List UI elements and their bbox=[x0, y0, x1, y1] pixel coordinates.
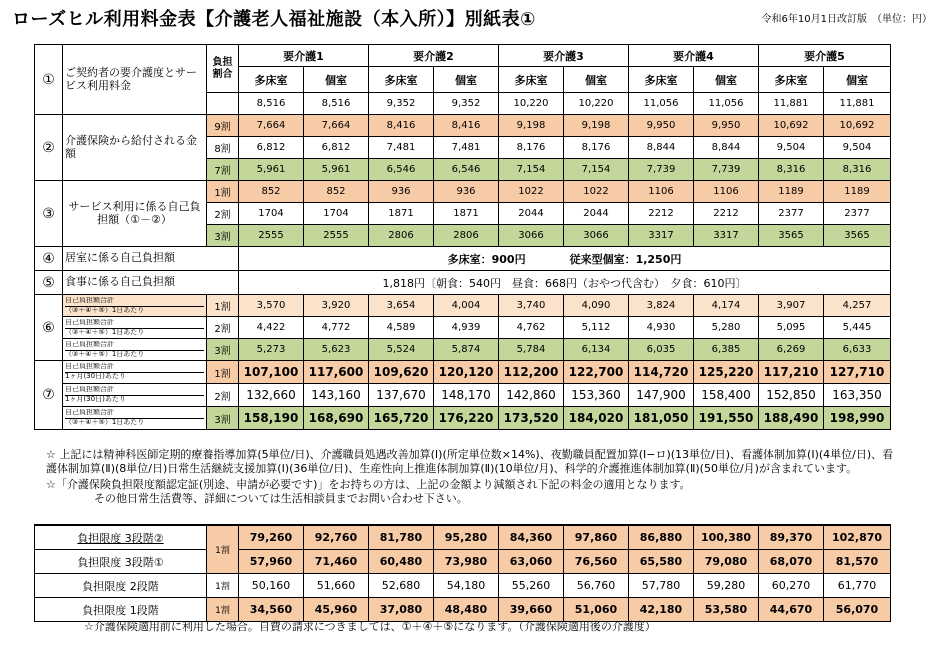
value-cell: 3,654 bbox=[369, 295, 434, 317]
value-cell: 60,270 bbox=[759, 574, 824, 598]
value-cell: 10,692 bbox=[759, 115, 824, 137]
value-cell: 109,620 bbox=[369, 361, 434, 384]
value-cell: 6,035 bbox=[629, 339, 694, 361]
ratio-cell: 2割 bbox=[207, 203, 239, 225]
footer-note: ☆介護保険適用前に利用した場合。自費の請求につきましては、①＋④＋⑤になります。（介護保険適用後の介護度） bbox=[84, 620, 656, 633]
value-cell: 2212 bbox=[694, 203, 759, 225]
value-cell: 5,524 bbox=[369, 339, 434, 361]
value-cell: 176,220 bbox=[434, 407, 499, 430]
section-label: ご契約者の要介護度とサービス利用料金 bbox=[63, 45, 207, 115]
value-cell: 6,546 bbox=[369, 159, 434, 181]
value-cell: 852 bbox=[304, 181, 369, 203]
value-cell: 2806 bbox=[434, 225, 499, 247]
value-cell: 198,990 bbox=[824, 407, 891, 430]
value-cell: 125,220 bbox=[694, 361, 759, 384]
ratio-cell: 2割 bbox=[207, 384, 239, 407]
value-cell: 9,352 bbox=[434, 93, 499, 115]
ratio-cell: 3割 bbox=[207, 225, 239, 247]
value-cell: 6,385 bbox=[694, 339, 759, 361]
value-cell: 7,154 bbox=[564, 159, 629, 181]
value-cell: 148,170 bbox=[434, 384, 499, 407]
section-number: ⑦ bbox=[35, 361, 63, 430]
limit-row bbox=[35, 525, 891, 550]
value-cell: 57,960 bbox=[239, 550, 304, 574]
value-cell: 3,907 bbox=[759, 295, 824, 317]
value-cell: 57,780 bbox=[629, 574, 694, 598]
value-cell: 7,481 bbox=[434, 137, 499, 159]
value-cell: 5,784 bbox=[499, 339, 564, 361]
value-cell: 97,860 bbox=[564, 525, 629, 550]
value-cell: 852 bbox=[239, 181, 304, 203]
room-type-header: 個室 bbox=[304, 67, 369, 93]
value-cell: 48,480 bbox=[434, 598, 499, 622]
daily-total-row-1 bbox=[35, 295, 891, 317]
value-cell: 2555 bbox=[239, 225, 304, 247]
value-cell: 2377 bbox=[759, 203, 824, 225]
value-cell: 7,481 bbox=[369, 137, 434, 159]
room-cost-row bbox=[35, 247, 891, 271]
limit-label: 負担限度 3段階② bbox=[35, 525, 207, 550]
value-cell: 3,570 bbox=[239, 295, 304, 317]
value-cell: 6,812 bbox=[304, 137, 369, 159]
value-cell: 152,850 bbox=[759, 384, 824, 407]
value-cell: 1022 bbox=[499, 181, 564, 203]
value-cell: 11,881 bbox=[824, 93, 891, 115]
value-cell: 1871 bbox=[434, 203, 499, 225]
monthly-total-row-2 bbox=[35, 384, 891, 407]
value-cell: 68,070 bbox=[759, 550, 824, 574]
notes-section bbox=[46, 448, 896, 506]
room-cost-value: 多床室：900円 従来型個室：1,250円 bbox=[239, 247, 891, 271]
value-cell: 147,900 bbox=[629, 384, 694, 407]
section-number: ① bbox=[35, 45, 63, 115]
value-cell: 51,060 bbox=[564, 598, 629, 622]
room-type-header: 多床室 bbox=[369, 67, 434, 93]
value-cell: 3,920 bbox=[304, 295, 369, 317]
value-cell: 3565 bbox=[759, 225, 824, 247]
value-cell: 95,280 bbox=[434, 525, 499, 550]
room-type-header: 個室 bbox=[824, 67, 891, 93]
value-cell: 4,257 bbox=[824, 295, 891, 317]
section-number: ⑤ bbox=[35, 271, 63, 295]
value-cell: 6,134 bbox=[564, 339, 629, 361]
section-label: 介護保険から給付される金額 bbox=[63, 115, 207, 181]
daily-total-label: 自己負担額合計 （③＋④＋⑤）1日あたり bbox=[63, 317, 207, 339]
value-cell: 6,269 bbox=[759, 339, 824, 361]
note-contact: その他日常生活費等、詳細については生活相談員までお問い合わせ下さい。 bbox=[94, 492, 468, 505]
value-cell: 60,480 bbox=[369, 550, 434, 574]
value-cell: 143,160 bbox=[304, 384, 369, 407]
value-cell: 9,198 bbox=[499, 115, 564, 137]
insurance-row-9 bbox=[35, 115, 891, 137]
value-cell: 8,316 bbox=[824, 159, 891, 181]
level-header: 要介護3 bbox=[499, 45, 629, 67]
value-cell: 55,260 bbox=[499, 574, 564, 598]
limit-row bbox=[35, 574, 891, 598]
section-number: ⑥ bbox=[35, 295, 63, 361]
value-cell: 120,120 bbox=[434, 361, 499, 384]
value-cell: 86,880 bbox=[629, 525, 694, 550]
level-header: 要介護2 bbox=[369, 45, 499, 67]
value-cell: 188,490 bbox=[759, 407, 824, 430]
value-cell: 5,961 bbox=[239, 159, 304, 181]
limit-label: 負担限度 3段階① bbox=[35, 550, 207, 574]
limit-label: 負担限度 2段階 bbox=[35, 574, 207, 598]
monthly-total-label: 自己負担額合計 1ヶ月(30日)あたり bbox=[63, 384, 207, 407]
value-cell: 6,633 bbox=[824, 339, 891, 361]
value-cell: 56,760 bbox=[564, 574, 629, 598]
value-cell: 1106 bbox=[629, 181, 694, 203]
value-cell: 114,720 bbox=[629, 361, 694, 384]
value-cell: 1704 bbox=[304, 203, 369, 225]
value-cell: 44,670 bbox=[759, 598, 824, 622]
ratio-cell: 1割 bbox=[207, 525, 239, 574]
value-cell: 184,020 bbox=[564, 407, 629, 430]
value-cell: 158,190 bbox=[239, 407, 304, 430]
meal-cost-row bbox=[35, 271, 891, 295]
value-cell: 54,180 bbox=[434, 574, 499, 598]
value-cell: 100,380 bbox=[694, 525, 759, 550]
value-cell: 2212 bbox=[629, 203, 694, 225]
value-cell: 2044 bbox=[564, 203, 629, 225]
fee-table bbox=[34, 44, 891, 430]
section-number: ③ bbox=[35, 181, 63, 247]
value-cell: 8,516 bbox=[304, 93, 369, 115]
value-cell: 8,316 bbox=[759, 159, 824, 181]
value-cell: 936 bbox=[369, 181, 434, 203]
value-cell: 1189 bbox=[824, 181, 891, 203]
value-cell: 168,690 bbox=[304, 407, 369, 430]
value-cell: 39,660 bbox=[499, 598, 564, 622]
value-cell: 63,060 bbox=[499, 550, 564, 574]
value-cell: 5,874 bbox=[434, 339, 499, 361]
value-cell: 11,056 bbox=[629, 93, 694, 115]
section-number: ② bbox=[35, 115, 63, 181]
revision-date: 令和6年10月1日改訂版 （単位：円） bbox=[761, 14, 932, 25]
level-header: 要介護1 bbox=[239, 45, 369, 67]
value-cell: 7,664 bbox=[304, 115, 369, 137]
note-limit-certificate: ☆「介護保険負担限度額認定証(別途、申請が必要です)」をお持ちの方は、上記の金額より減額され下記の料金の適用となります。 bbox=[46, 478, 691, 491]
ratio-cell: 1割 bbox=[207, 181, 239, 203]
burden-ratio-header: 負担割合 bbox=[207, 45, 239, 93]
value-cell: 153,360 bbox=[564, 384, 629, 407]
value-cell: 102,870 bbox=[824, 525, 891, 550]
value-cell: 4,090 bbox=[564, 295, 629, 317]
value-cell: 51,660 bbox=[304, 574, 369, 598]
section-label: サービス利用に係る自己負担額（①－②） bbox=[63, 181, 207, 247]
value-cell: 9,950 bbox=[694, 115, 759, 137]
value-cell: 76,560 bbox=[564, 550, 629, 574]
value-cell: 8,176 bbox=[564, 137, 629, 159]
ratio-cell: 3割 bbox=[207, 407, 239, 430]
monthly-total-row-3 bbox=[35, 407, 891, 430]
value-cell: 1871 bbox=[369, 203, 434, 225]
value-cell: 1106 bbox=[694, 181, 759, 203]
value-cell: 7,154 bbox=[499, 159, 564, 181]
value-cell: 165,720 bbox=[369, 407, 434, 430]
value-cell: 9,504 bbox=[824, 137, 891, 159]
value-cell: 3317 bbox=[694, 225, 759, 247]
value-cell: 34,560 bbox=[239, 598, 304, 622]
ratio-cell: 9割 bbox=[207, 115, 239, 137]
ratio-cell: 3割 bbox=[207, 339, 239, 361]
level-header: 要介護4 bbox=[629, 45, 759, 67]
value-cell: 45,960 bbox=[304, 598, 369, 622]
value-cell: 181,050 bbox=[629, 407, 694, 430]
header-row-levels bbox=[35, 45, 891, 67]
value-cell: 3066 bbox=[499, 225, 564, 247]
value-cell: 92,760 bbox=[304, 525, 369, 550]
value-cell: 79,260 bbox=[239, 525, 304, 550]
monthly-total-label: 自己負担額合計 （③＋④＋⑤）1日あたり bbox=[63, 407, 207, 430]
value-cell: 158,400 bbox=[694, 384, 759, 407]
section-label: 居室に係る自己負担額 bbox=[63, 247, 239, 271]
room-type-header: 多床室 bbox=[499, 67, 564, 93]
value-cell: 8,516 bbox=[239, 93, 304, 115]
limit-label: 負担限度 1段階 bbox=[35, 598, 207, 622]
value-cell: 127,710 bbox=[824, 361, 891, 384]
value-cell: 1704 bbox=[239, 203, 304, 225]
ratio-cell: 2割 bbox=[207, 317, 239, 339]
value-cell: 5,961 bbox=[304, 159, 369, 181]
ratio-cell: 1割 bbox=[207, 361, 239, 384]
section-label: 食事に係る自己負担額 bbox=[63, 271, 239, 295]
room-type-header: 個室 bbox=[694, 67, 759, 93]
value-cell: 5,623 bbox=[304, 339, 369, 361]
value-cell: 50,160 bbox=[239, 574, 304, 598]
section-number: ④ bbox=[35, 247, 63, 271]
page-title: ローズヒル利用料金表【介護老人福祉施設（本入所）】別紙表① bbox=[12, 9, 536, 30]
value-cell: 9,504 bbox=[759, 137, 824, 159]
value-cell: 5,445 bbox=[824, 317, 891, 339]
note-additions: ☆ 上記には精神科医師定期的療養指導加算(5単位/日)、介護職員処遇改善加算(Ⅰ)(所定単位数×14%)、夜勤職員配置加算(Ⅰ−ロ)(13単位/日)、看護体制加算(Ⅰ)(4単位/日)、看護体制加算(Ⅱ)(8単位/日)日常生活継続支援加算(Ⅰ)(36単位/日)、生産性向上推進体制加算(Ⅱ)(10単位/月)、科学的介護推進体制加算(Ⅱ)(50単位/月)が含まれています。 bbox=[46, 448, 894, 475]
limit-row bbox=[35, 550, 891, 574]
value-cell: 11,056 bbox=[694, 93, 759, 115]
room-type-header: 個室 bbox=[564, 67, 629, 93]
value-cell: 8,416 bbox=[434, 115, 499, 137]
value-cell: 71,460 bbox=[304, 550, 369, 574]
value-cell: 4,422 bbox=[239, 317, 304, 339]
monthly-total-label: 自己負担額合計 1ヶ月(30日)あたり bbox=[63, 361, 207, 384]
value-cell: 89,370 bbox=[759, 525, 824, 550]
value-cell: 8,844 bbox=[694, 137, 759, 159]
daily-total-row-3 bbox=[35, 339, 891, 361]
value-cell: 7,664 bbox=[239, 115, 304, 137]
value-cell: 9,198 bbox=[564, 115, 629, 137]
value-cell: 10,220 bbox=[564, 93, 629, 115]
value-cell: 3317 bbox=[629, 225, 694, 247]
value-cell: 4,939 bbox=[434, 317, 499, 339]
value-cell: 4,772 bbox=[304, 317, 369, 339]
value-cell: 56,070 bbox=[824, 598, 891, 622]
value-cell: 2555 bbox=[304, 225, 369, 247]
value-cell: 4,004 bbox=[434, 295, 499, 317]
room-type-header: 多床室 bbox=[759, 67, 824, 93]
value-cell: 8,844 bbox=[629, 137, 694, 159]
value-cell: 3066 bbox=[564, 225, 629, 247]
value-cell: 137,670 bbox=[369, 384, 434, 407]
value-cell: 2044 bbox=[499, 203, 564, 225]
value-cell: 173,520 bbox=[499, 407, 564, 430]
value-cell: 4,589 bbox=[369, 317, 434, 339]
value-cell: 5,095 bbox=[759, 317, 824, 339]
copay-row-1 bbox=[35, 181, 891, 203]
value-cell: 84,360 bbox=[499, 525, 564, 550]
value-cell: 107,100 bbox=[239, 361, 304, 384]
value-cell: 79,080 bbox=[694, 550, 759, 574]
value-cell: 3565 bbox=[824, 225, 891, 247]
value-cell: 2377 bbox=[824, 203, 891, 225]
daily-total-label: 自己負担額合計 （③＋④＋⑤）1日あたり bbox=[63, 295, 207, 317]
value-cell: 3,824 bbox=[629, 295, 694, 317]
value-cell: 2806 bbox=[369, 225, 434, 247]
value-cell: 6,812 bbox=[239, 137, 304, 159]
value-cell: 936 bbox=[434, 181, 499, 203]
value-cell: 9,352 bbox=[369, 93, 434, 115]
value-cell: 5,112 bbox=[564, 317, 629, 339]
value-cell: 8,176 bbox=[499, 137, 564, 159]
value-cell: 163,350 bbox=[824, 384, 891, 407]
value-cell: 7,739 bbox=[629, 159, 694, 181]
value-cell: 10,692 bbox=[824, 115, 891, 137]
value-cell: 122,700 bbox=[564, 361, 629, 384]
value-cell: 59,280 bbox=[694, 574, 759, 598]
room-type-header: 個室 bbox=[434, 67, 499, 93]
value-cell: 5,280 bbox=[694, 317, 759, 339]
value-cell: 81,570 bbox=[824, 550, 891, 574]
value-cell: 61,770 bbox=[824, 574, 891, 598]
value-cell: 117,600 bbox=[304, 361, 369, 384]
value-cell: 8,416 bbox=[369, 115, 434, 137]
value-cell: 42,180 bbox=[629, 598, 694, 622]
meal-cost-value: 1,818円〔朝食：540円 昼食：668円（おやつ代含む） 夕食：610円〕 bbox=[239, 271, 891, 295]
value-cell: 132,660 bbox=[239, 384, 304, 407]
value-cell: 3,740 bbox=[499, 295, 564, 317]
ratio-cell: 1割 bbox=[207, 574, 239, 598]
value-cell: 1022 bbox=[564, 181, 629, 203]
value-cell: 81,780 bbox=[369, 525, 434, 550]
value-cell: 37,080 bbox=[369, 598, 434, 622]
value-cell: 11,881 bbox=[759, 93, 824, 115]
monthly-total-row-1 bbox=[35, 361, 891, 384]
value-cell: 5,273 bbox=[239, 339, 304, 361]
value-cell: 52,680 bbox=[369, 574, 434, 598]
value-cell: 65,580 bbox=[629, 550, 694, 574]
value-cell: 7,739 bbox=[694, 159, 759, 181]
ratio-cell: 8割 bbox=[207, 137, 239, 159]
ratio-cell: 7割 bbox=[207, 159, 239, 181]
ratio-cell: 1割 bbox=[207, 295, 239, 317]
burden-limit-table bbox=[34, 524, 891, 622]
room-type-header: 多床室 bbox=[629, 67, 694, 93]
value-cell: 53,580 bbox=[694, 598, 759, 622]
value-cell: 142,860 bbox=[499, 384, 564, 407]
value-cell: 9,950 bbox=[629, 115, 694, 137]
value-cell: 117,210 bbox=[759, 361, 824, 384]
daily-total-row-2 bbox=[35, 317, 891, 339]
value-cell: 10,220 bbox=[499, 93, 564, 115]
value-cell: 4,762 bbox=[499, 317, 564, 339]
value-cell: 4,174 bbox=[694, 295, 759, 317]
value-cell: 6,546 bbox=[434, 159, 499, 181]
ratio-cell: 1割 bbox=[207, 598, 239, 622]
value-cell: 73,980 bbox=[434, 550, 499, 574]
value-cell: 4,930 bbox=[629, 317, 694, 339]
value-cell: 191,550 bbox=[694, 407, 759, 430]
room-type-header: 多床室 bbox=[239, 67, 304, 93]
value-cell: 1189 bbox=[759, 181, 824, 203]
level-header: 要介護5 bbox=[759, 45, 891, 67]
value-cell: 112,200 bbox=[499, 361, 564, 384]
daily-total-label: 自己負担額合計 （③＋④＋⑤）1日あたり bbox=[63, 339, 207, 361]
